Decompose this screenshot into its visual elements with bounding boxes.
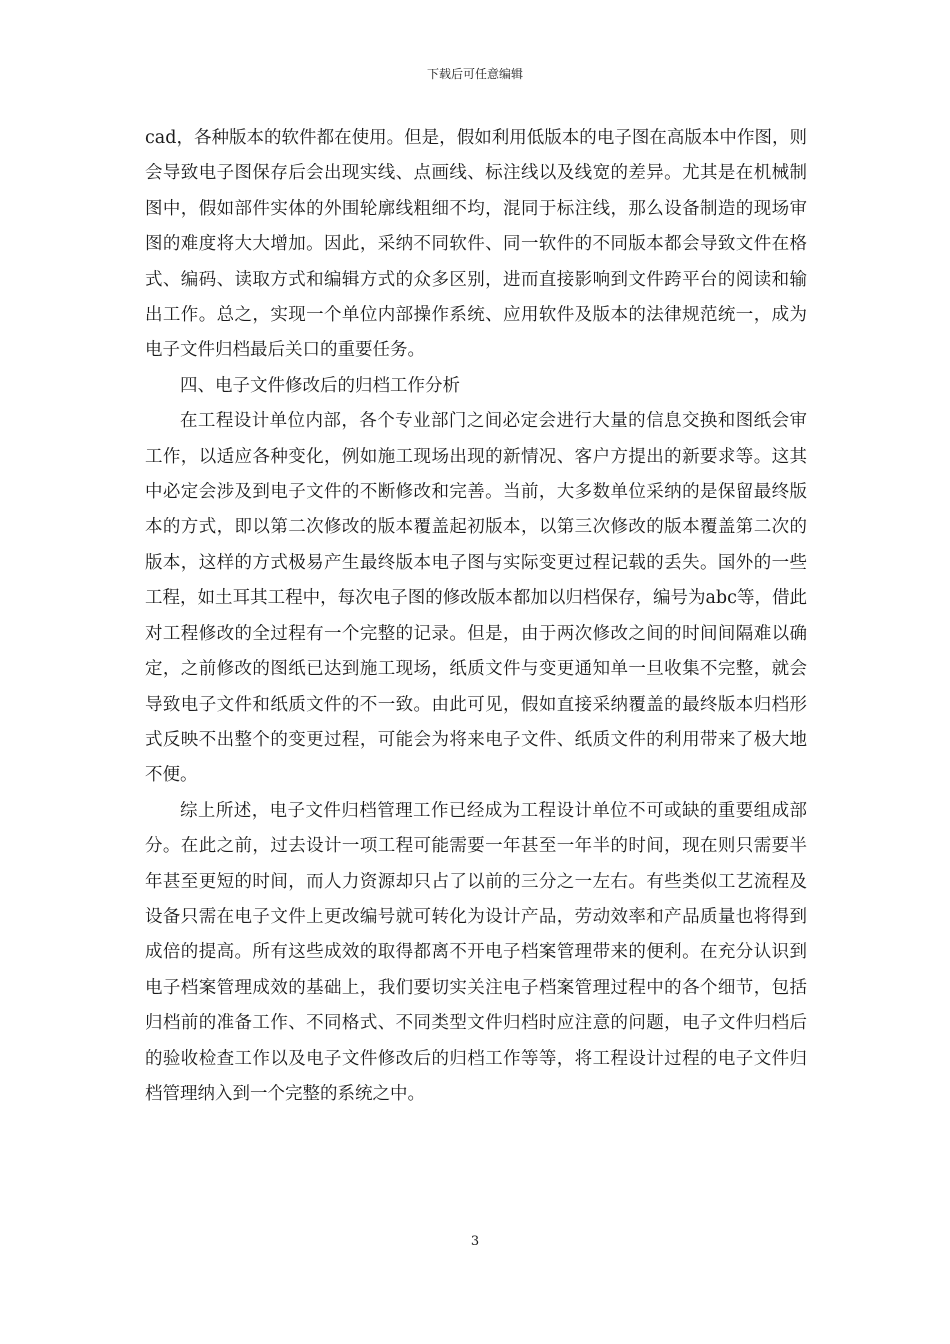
paragraph-continuation: cad，各种版本的软件都在使用。但是，假如利用低版本的电子图在高版本中作图，则会导致电子图保存后会出现实线、点画线、标注线以及线宽的差异。尤其是在机械制图中，假如部件实体的外围轮廓线粗细不均，混同于标注线，那么设备制造的现场审图的难度将大大增加。因此，采纳不同软件、同一软件的不同版本都会导致文件在格式、编码、读取方式和编辑方式的众多区别，进而直接影响到文件跨平台的阅读和输出工作。总之，实现一个单位内部操作系统、应用软件及版本的法律规范统一，成为电子文件归档最后关口的重要任务。 — [145, 128, 807, 361]
paragraph-conclusion: 综上所述，电子文件归档管理工作已经成为工程设计单位不可或缺的重要组成部分。在此之前，过去设计一项工程可能需要一年甚至一年半的时间，现在则只需要半年甚至更短的时间，而人力资源却只占了以前的三分之一左右。有些类似工艺流程及设备只需在电子文件上更改编号就可转化为设计产品，劳动效率和产品质量也将得到成倍的提高。所有这些成效的取得都离不开电子档案管理带来的便利。在充分认识到电子档案管理成效的基础上，我们要切实关注电子档案管理过程中的各个细节，包括归档前的准备工作、不同格式、不同类型文件归档时应注意的问题，电子文件归档后的验收检查工作以及电子文件修改后的归档工作等等，将工程设计过程的电子文件归档管理纳入到一个完整的系统之中。 — [145, 800, 807, 1104]
section-heading: 四、电子文件修改后的归档工作分析 — [180, 375, 460, 396]
paragraph: 在工程设计单位内部，各个专业部门之间必定会进行大量的信息交换和图纸会审工作，以适应各种变化，例如施工现场出现的新情况、客户方提出的新要求等。这其中必定会涉及到电子文件的不断修改和完善。当前，大多数单位采纳的是保留最终版本的方式，即以第二次修改的版本覆盖起初版本，以第三次修改的版本覆盖第二次的版本，这样的方式极易产生最终版本电子图与实际变更过程记载的丢失。国外的一些工程，如土耳其工程中，每次电子图的修改版本都加以归档保存，编号为abc等，借此对工程修改的全过程有一个完整的记录。但是，由于两次修改之间的时间间隔难以确定，之前修改的图纸已达到施工现场，纸质文件与变更通知单一旦收集不完整，就会导致电子文件和纸质文件的不一致。由此可见，假如直接采纳覆盖的最终版本归档形式反映不出整个的变更过程，可能会为将来电子文件、纸质文件的利用带来了极大地不便。 — [145, 411, 807, 786]
page-number: 3 — [470, 1234, 480, 1249]
document-body — [145, 121, 807, 1112]
page-header: 下载后可任意编辑 — [426, 67, 523, 81]
